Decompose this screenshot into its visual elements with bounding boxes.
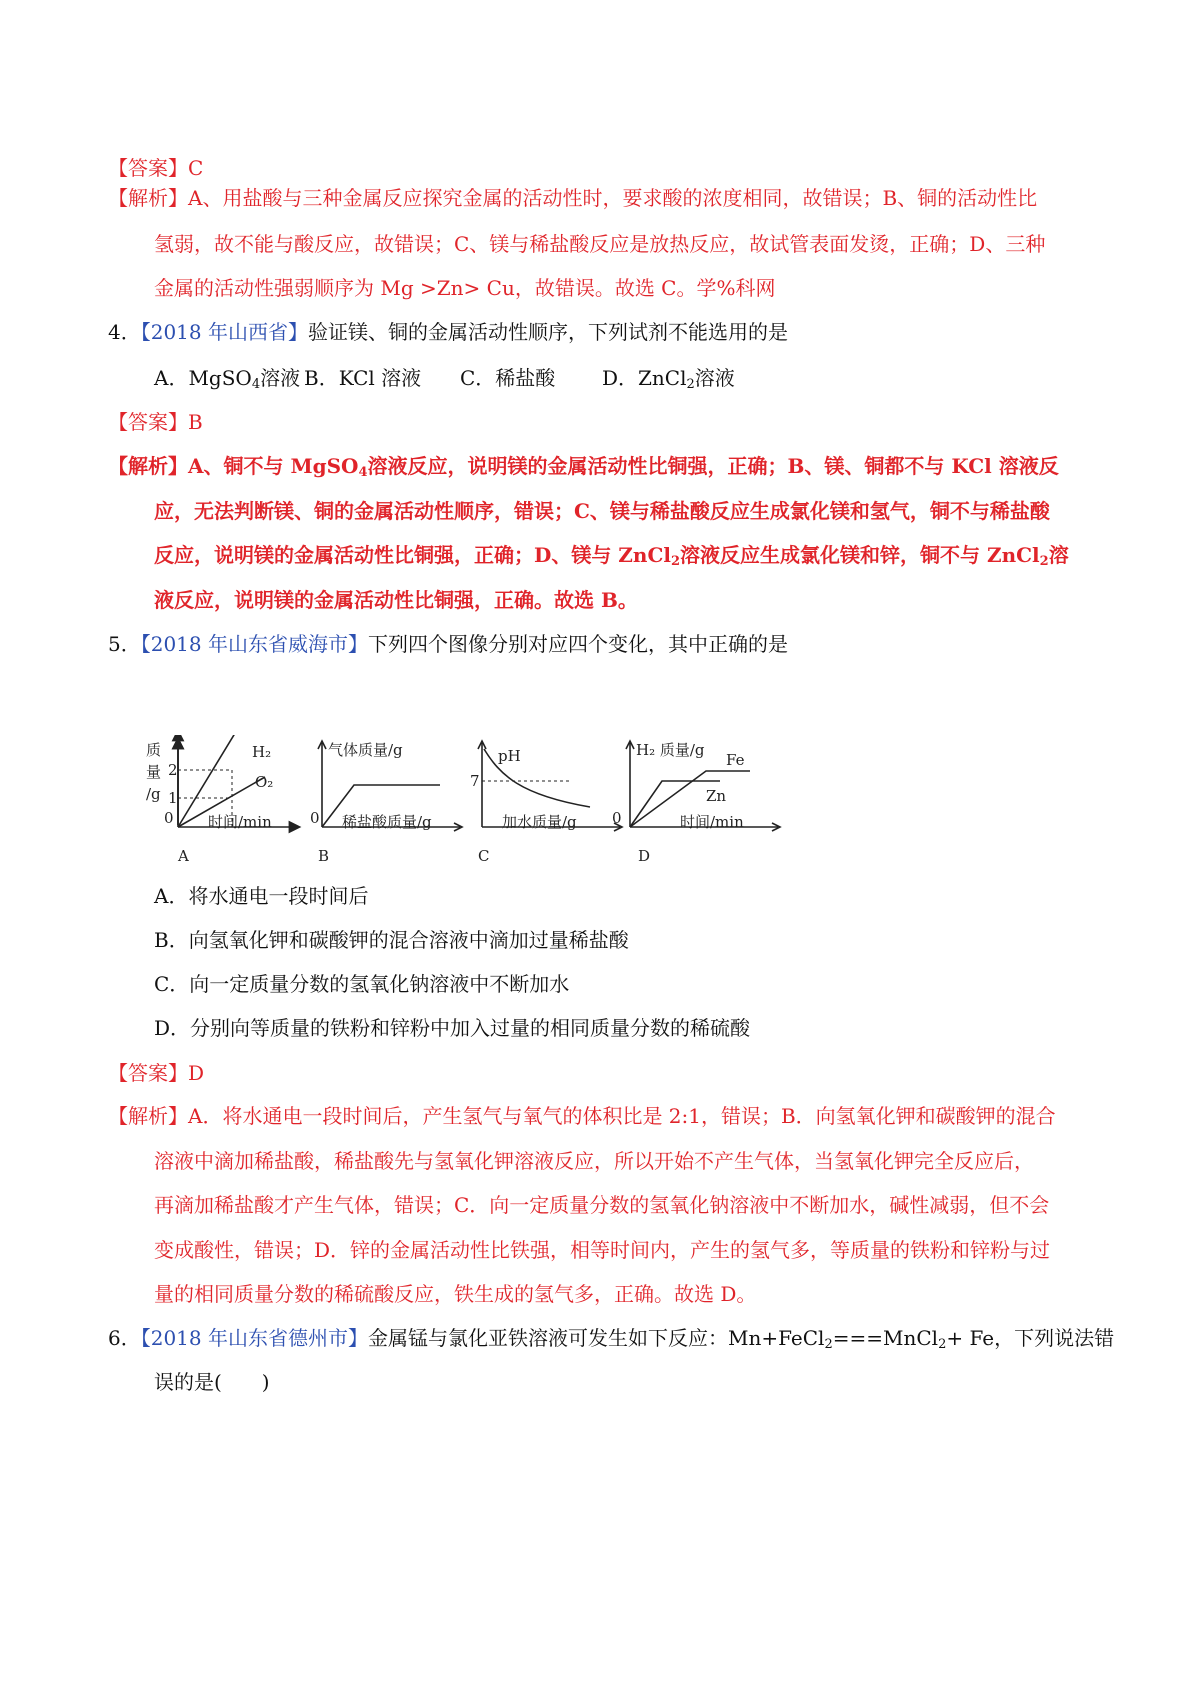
q5-graphs-figure (140, 735, 860, 945)
graph-c-xlabel: 加水质量/g (502, 813, 577, 831)
graph-a-tick-2: 2 (168, 761, 178, 779)
q5-option-c: C．向一定质量分数的氢氧化钠溶液中不断加水 (154, 972, 570, 996)
q4-option-b: B．KCl 溶液 (304, 366, 422, 390)
graph-b-ylabel: 气体质量/g (328, 741, 403, 759)
q4-stem-text: 验证镁、铜的金属活动性顺序，下列试剂不能选用的是 (308, 320, 788, 344)
q4-option-a: A．MgSO$_4$溶液 (154, 366, 301, 392)
q3-analysis-line-2: 氢弱，故不能与酸反应，故错误；C、镁与稀盐酸反应是放热反应，故试管表面发烫，正确；D、三种 (154, 232, 1046, 256)
q5-analysis-line-5: 量的相同质量分数的稀硫酸反应，铁生成的氢气多，正确。故选 D。 (154, 1282, 757, 1306)
q5-source: 【2018 年山东省威海市】 (140, 632, 368, 656)
graph-d-origin: 0 (612, 809, 622, 827)
q4-options (154, 364, 735, 392)
q5-analysis-line-1: 【解析】A．将水通电一段时间后，产生氢气与氧气的体积比是 2:1，错误；B．向氢氧化钾和碳酸钾的混合 (108, 1104, 1056, 1128)
graph-d-xlabel: 时间/min (680, 813, 744, 831)
graph-b-origin: 0 (310, 809, 320, 827)
question-6-stem: 6．【2018 年山东省德州市】金属锰与氯化亚铁溶液可发生如下反应：Mn+FeCl$_2$===MnCl$_2$+ Fe，下列说法错 (108, 1326, 1115, 1352)
graph-a-ylabel-3: /g (146, 785, 161, 803)
graph-b (310, 735, 470, 945)
q4-analysis-line-4: 液反应，说明镁的金属活动性比铜强，正确。故选 B。 (154, 588, 638, 612)
graph-a-tick-1: 1 (168, 789, 178, 807)
q4-source: 【2018 年山西省】 (140, 320, 308, 344)
q4-analysis-line-3: 反应，说明镁的金属活动性比铜强，正确；D、镁与 ZnCl$_2$溶液反应生成氯化镁和锌，铜不与 ZnCl$_2$溶 (154, 543, 1069, 569)
graph-c-tick: 7 (470, 772, 480, 790)
q5-number: 5． (108, 632, 141, 656)
q4-option-c: C．稀盐酸 (460, 366, 556, 390)
q5-analysis-line-4: 变成酸性，错误；D．锌的金属活动性比铁强，相等时间内，产生的氢气多，等质量的铁粉和锌粉与过 (154, 1238, 1051, 1262)
graph-a (140, 735, 320, 945)
q5-stem-text: 下列四个图像分别对应四个变化，其中正确的是 (368, 632, 788, 656)
question-5-stem (108, 630, 788, 658)
graph-a-xlabel: 时间/min (208, 813, 272, 831)
q6-number: 6． (108, 1326, 141, 1350)
graph-c-ylabel: pH (498, 747, 521, 765)
graph-b-letter: B (318, 847, 330, 865)
graph-d-ylabel: H₂ 质量/g (636, 741, 705, 759)
q6-stem-line-2: 误的是( ) (154, 1370, 270, 1394)
graph-a-h2-label: H₂ (252, 743, 272, 761)
graph-d-letter: D (638, 847, 651, 865)
q4-option-d: D．ZnCl$_2$溶液 (602, 366, 735, 392)
q4-number: 4． (108, 320, 141, 344)
q3-analysis-line-1: 【解析】A、用盐酸与三种金属反应探究金属的活动性时，要求酸的浓度相同，故错误；B、铜的活动性比 (108, 186, 1038, 210)
q5-option-a: A．将水通电一段时间后 (154, 884, 369, 908)
graph-d-zn-label: Zn (706, 787, 727, 805)
graph-c (470, 735, 630, 945)
graph-a-o2-label: O₂ (255, 773, 274, 791)
graph-b-xlabel: 稀盐酸质量/g (342, 813, 432, 831)
q5-option-d: D．分别向等质量的铁粉和锌粉中加入过量的相同质量分数的稀硫酸 (154, 1016, 751, 1040)
q3-analysis-line-3: 金属的活动性强弱顺序为 Mg >Zn> Cu，故错误。故选 C。学%科网 (154, 276, 776, 300)
q3-answer: 【答案】C (108, 156, 204, 180)
q6-source: 【2018 年山东省德州市】 (140, 1326, 368, 1350)
q4-answer: 【答案】B (108, 410, 203, 434)
graph-a-ylabel-2: 量 (146, 763, 162, 781)
graph-a-origin: 0 (164, 809, 174, 827)
q4-analysis-line-1: 【解析】A、铜不与 MgSO$_4$溶液反应，说明镁的金属活动性比铜强，正确；B、镁、铜都不与 KCl 溶液反 (108, 454, 1059, 480)
q4-analysis-line-2: 应，无法判断镁、铜的金属活动性顺序，错误；C、镁与稀盐酸反应生成氯化镁和氢气，铜不与稀盐酸 (154, 499, 1050, 523)
q5-analysis-line-2: 溶液中滴加稀盐酸，稀盐酸先与氢氧化钾溶液反应，所以开始不产生气体，当氢氧化钾完全反应后， (154, 1149, 1034, 1173)
question-4-stem (108, 318, 788, 346)
graph-c-letter: C (478, 847, 490, 865)
graph-a-letter: A (178, 847, 189, 865)
graph-d (610, 735, 785, 945)
q5-answer: 【答案】D (108, 1061, 205, 1085)
q5-analysis-line-3: 再滴加稀盐酸才产生气体，错误；C．向一定质量分数的氢氧化钠溶液中不断加水，碱性减弱，但不会 (154, 1193, 1050, 1217)
graph-d-fe-label: Fe (726, 751, 745, 769)
q5-option-b: B．向氢氧化钾和碳酸钾的混合溶液中滴加过量稀盐酸 (154, 928, 629, 952)
graph-a-ylabel-1: 质 (146, 741, 162, 759)
